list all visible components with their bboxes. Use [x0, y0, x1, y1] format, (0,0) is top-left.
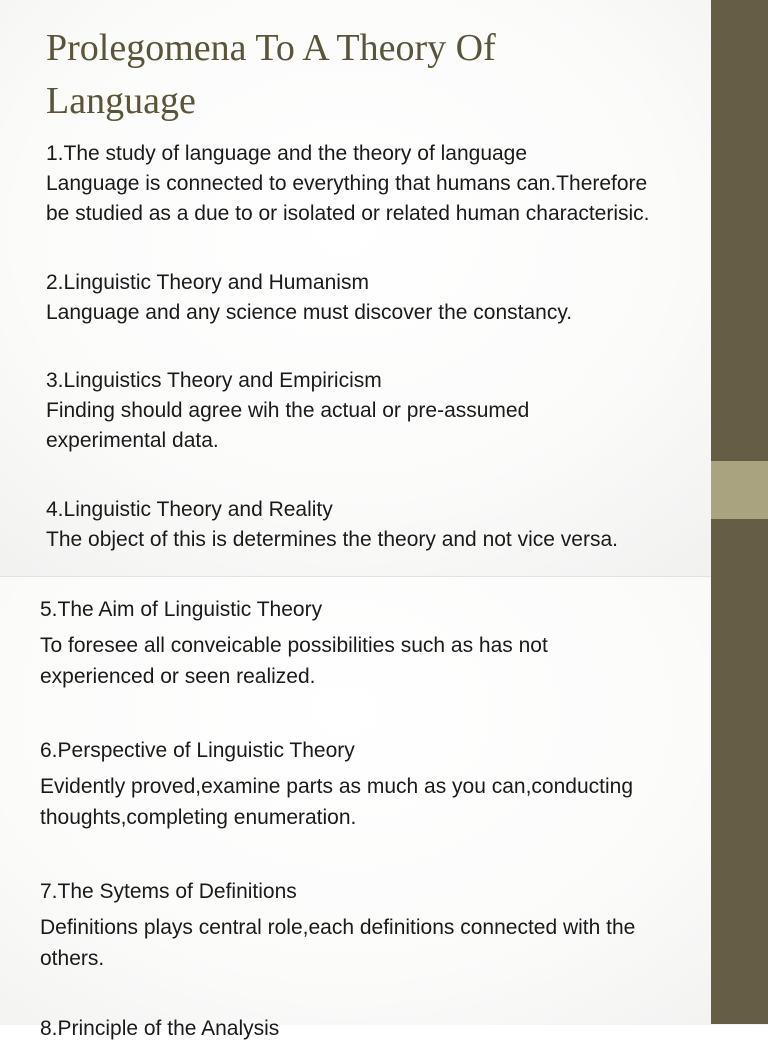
section-text-line: To foresee all conveicable possibilities such as has not [40, 634, 548, 657]
section-text-line: thoughts,completing enumeration. [40, 806, 357, 829]
section-item-8 [40, 1013, 740, 1049]
section-item-3 [46, 366, 746, 456]
section-item-7 [40, 876, 740, 974]
section-text-line: experienced or seen realized. [40, 665, 316, 688]
section-item-1 [46, 139, 746, 229]
section-heading: 1.The study of language and the theory of language [46, 142, 528, 165]
slide-2 [0, 576, 768, 1040]
section-text-line: others. [40, 947, 105, 970]
section-text-line: Language is connected to everything that humans can.Therefore [46, 172, 648, 195]
section-item-6 [40, 735, 740, 833]
section-text-line: be studied as a due to or isolated or related human characterisic. [46, 202, 650, 225]
section-heading: 8.Principle of the Analysis [40, 1017, 280, 1040]
section-item-2 [46, 268, 746, 328]
section-heading: 6.Perspective of Linguistic Theory [40, 739, 355, 762]
title-line-2: Language [46, 80, 196, 122]
section-text-line: Finding should agree wih the actual or pre-assumed [46, 399, 530, 422]
section-item-5 [40, 594, 740, 692]
title-line-1: Prolegomena To A Theory Of [46, 27, 496, 69]
section-text-line: The object of this is determines the theory and not vice versa. [46, 528, 618, 551]
section-heading: 4.Linguistic Theory and Reality [46, 498, 333, 521]
section-text-line: Evidently proved,examine parts as much as you can,conducting [40, 775, 633, 798]
side-accent-block [711, 461, 768, 519]
section-text-line: experimental data. [46, 429, 219, 452]
section-heading: 2.Linguistic Theory and Humanism [46, 271, 369, 294]
section-text-line: Definitions plays central role,each definitions connected with the [40, 916, 636, 939]
slide-title [46, 22, 686, 128]
section-heading: 5.The Aim of Linguistic Theory [40, 598, 323, 621]
section-item-4 [46, 495, 746, 555]
section-heading: 7.The Sytems of Definitions [40, 880, 297, 903]
section-heading: 3.Linguistics Theory and Empiricism [46, 369, 382, 392]
section-text-line: Language and any science must discover the constancy. [46, 301, 573, 324]
